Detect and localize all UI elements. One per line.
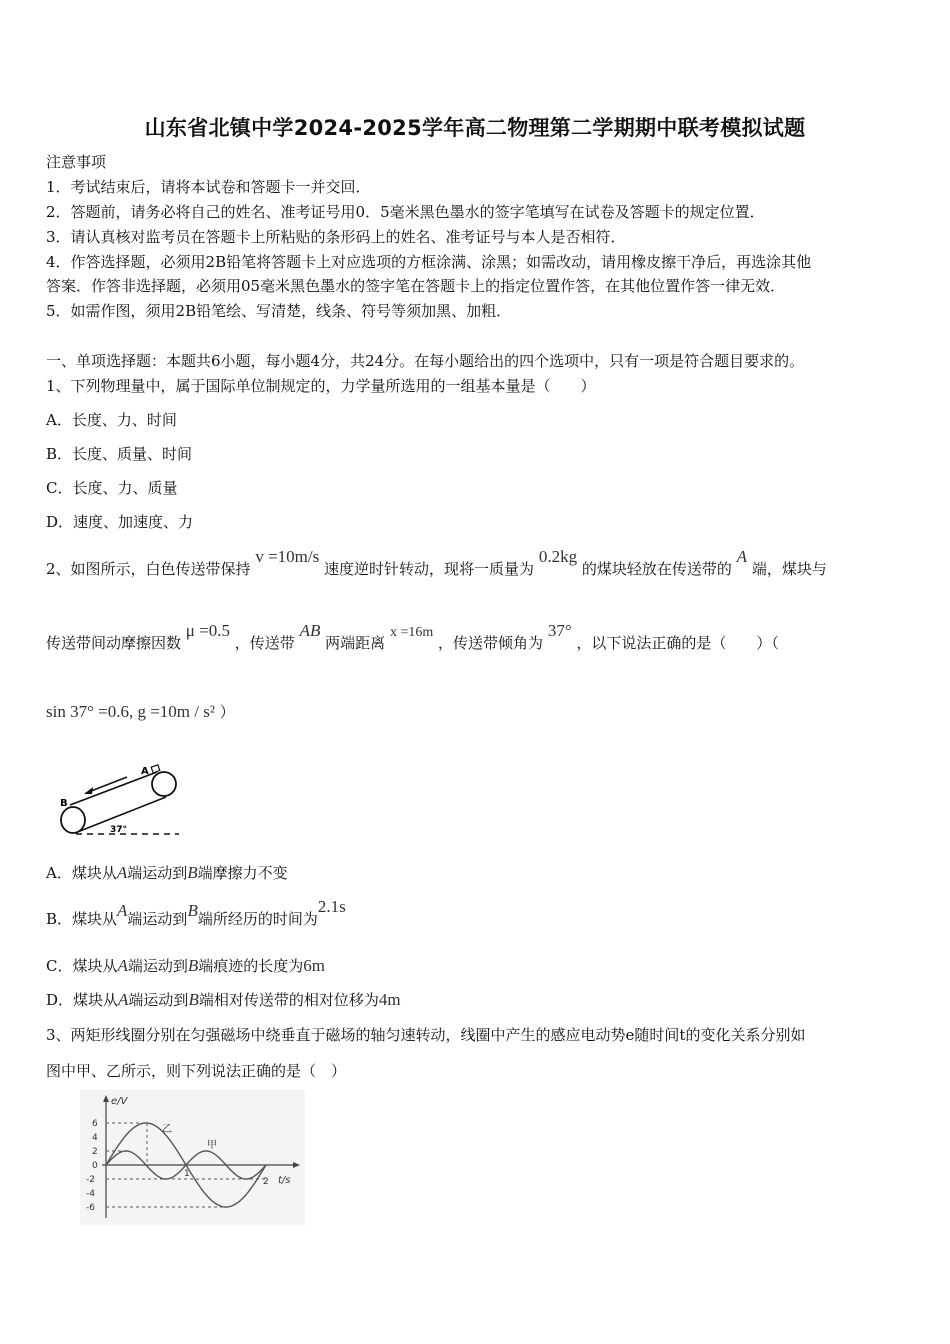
q2-option-d <box>46 990 401 1010</box>
q1-option-d: D．速度、加速度、力 <box>46 513 194 531</box>
q3-line-1: 3、两矩形线圈分别在匀强磁场中绕垂直于磁场的轴匀速转动，线圈中产生的感应电动势e随时间t的变化关系分别如 <box>46 1026 806 1044</box>
q1-stem: 1、下列物理量中，属于国际单位制规定的，力学量所选用的一组基本量是（ ） <box>46 377 596 395</box>
q2-point-a: A <box>116 863 128 882</box>
q2-option-a <box>46 863 288 883</box>
xtick-2: 2 <box>263 1177 269 1187</box>
xtick-1: 1 <box>184 1169 190 1179</box>
notice-item-3: 3．请认真核对监考员在答题卡上所粘贴的条形码上的姓名、准考证号与本人是否相符． <box>46 228 626 246</box>
q2-point-b: B <box>187 956 199 975</box>
q2-distance: x =16m <box>389 625 434 640</box>
q2-mass: 0.2kg <box>538 547 578 566</box>
label-angle: 37° <box>110 825 128 835</box>
notice-item-4-cont: 答案．作答非选择题，必须用05毫米黑色墨水的签字笔在答题卡上的指定位置作答，在其他位置作答一律无效． <box>46 277 786 295</box>
q2-option-text: 端摩擦力不变 <box>197 864 288 882</box>
notice-item-1: 1．考试结束后，请将本试卷和答题卡一并交回． <box>46 178 371 196</box>
q2-friction-coefficient: μ =0.5 <box>185 621 230 640</box>
q2-line-2 <box>46 621 779 655</box>
t-axis-label: t/s <box>278 1175 291 1186</box>
q2-text: 传送带间动摩擦因数 <box>46 634 182 652</box>
q2-option-text: D．煤块从 <box>46 991 119 1009</box>
notice-item-5: 5．如需作图，须用2B铅笔绘、写清楚，线条、符号等须加黑、加粗． <box>46 302 512 320</box>
q1-option-a: A．长度、力、时间 <box>46 411 177 429</box>
q2-option-text: 端运动到 <box>127 910 188 928</box>
q2-option-text: 端所经历的时间为 <box>197 910 318 928</box>
ytick-neg4: -4 <box>86 1189 95 1199</box>
e-axis-label: e/V <box>111 1096 128 1107</box>
q2-point-a: A <box>117 901 128 920</box>
q2-segment-ab: AB <box>299 621 321 640</box>
q2-point-b: B <box>187 901 198 920</box>
notice-item-4: 4．作答选择题，必须用2B铅笔将答题卡上对应选项的方框涂满、涂黑；如需改动，请用橡皮擦干净后，再选涂其他 <box>46 253 812 271</box>
q2-text: ） <box>219 703 235 721</box>
ytick-4: 4 <box>92 1133 98 1143</box>
q2-text: 两端距离 <box>325 634 386 652</box>
ytick-neg6: -6 <box>86 1203 95 1213</box>
q2-text: 的煤块轻放在传送带的 <box>581 560 732 578</box>
q2-line-3 <box>46 702 235 722</box>
q2-angle: 37° <box>547 621 572 640</box>
q2-line-1 <box>46 547 827 579</box>
ytick-0: 0 <box>92 1161 98 1171</box>
notice-item-2: 2．答题前，请务必将自己的姓名、准考证号用0．5毫米黑色墨水的签字笔填写在试卷及答题卡的规定位置． <box>46 203 765 221</box>
label-b: B <box>60 798 68 809</box>
arrow-head <box>84 787 93 794</box>
roller-b <box>61 807 85 833</box>
q2-option-text: B．煤块从 <box>46 910 118 928</box>
q1-option-c: C．长度、力、质量 <box>46 479 178 497</box>
q2-point-b: B <box>187 863 198 882</box>
q2-point-a: A <box>117 956 128 975</box>
q2-trace-length: 6m <box>303 956 326 975</box>
q2-text: 速度逆时针转动，现将一质量为 <box>324 560 535 578</box>
roller-a <box>152 772 176 796</box>
q2-point-b: B <box>188 990 199 1009</box>
q2-option-text: 端痕迹的长度为 <box>198 957 304 975</box>
q2-text: ，传送带倾角为 <box>438 634 544 652</box>
q2-option-text: C．煤块从 <box>46 957 118 975</box>
q2-text: ，以下说法正确的是（ ）（ <box>576 634 779 652</box>
q2-point-a: A <box>736 547 748 566</box>
q2-text: 端，煤块与 <box>751 560 827 578</box>
q1-option-b: B．长度、质量、时间 <box>46 445 193 463</box>
curve-jia-label: 甲 <box>207 1140 217 1151</box>
ytick-neg2: -2 <box>86 1175 95 1185</box>
q2-time-value: 2.1s <box>317 897 346 916</box>
q2-velocity: v =10m/s <box>255 547 320 566</box>
q2-option-text: 端运动到 <box>127 957 188 975</box>
emf-time-graph <box>80 1090 305 1225</box>
curve-yi-label: 乙 <box>162 1124 172 1135</box>
q2-option-text: 端相对传送带的相对位移为 <box>198 991 379 1009</box>
page-title: 山东省北镇中学2024-2025学年高二物理第二学期期中联考模拟试题 <box>144 116 806 140</box>
q2-option-text: A．煤块从 <box>46 864 117 882</box>
conveyor-belt-figure <box>54 762 189 842</box>
q2-option-b <box>46 897 346 929</box>
ytick-6: 6 <box>92 1119 98 1129</box>
section-heading: 一、单项选择题：本题共6小题，每小题4分，共24分。在每小题给出的四个选项中，只有一项是符合题目要求的。 <box>46 352 805 370</box>
ytick-2: 2 <box>92 1147 98 1157</box>
q2-relative-displacement: 4m <box>378 990 401 1009</box>
label-a: A <box>141 766 149 777</box>
q2-text: 2、如图所示，白色传送带保持 <box>46 560 251 578</box>
q2-option-c <box>46 956 325 976</box>
q2-option-text: 端运动到 <box>127 864 188 882</box>
q3-line-2: 图中甲、乙所示，则下列说法正确的是（ ） <box>46 1062 347 1080</box>
notice-heading: 注意事项 <box>46 153 107 171</box>
q2-option-text: 端运动到 <box>128 991 189 1009</box>
q2-point-a: A <box>118 990 129 1009</box>
q2-given-values: sin 37° =0.6, g =10m / s² <box>46 702 215 721</box>
q2-text: ，传送带 <box>234 634 295 652</box>
coal-block <box>151 765 160 773</box>
